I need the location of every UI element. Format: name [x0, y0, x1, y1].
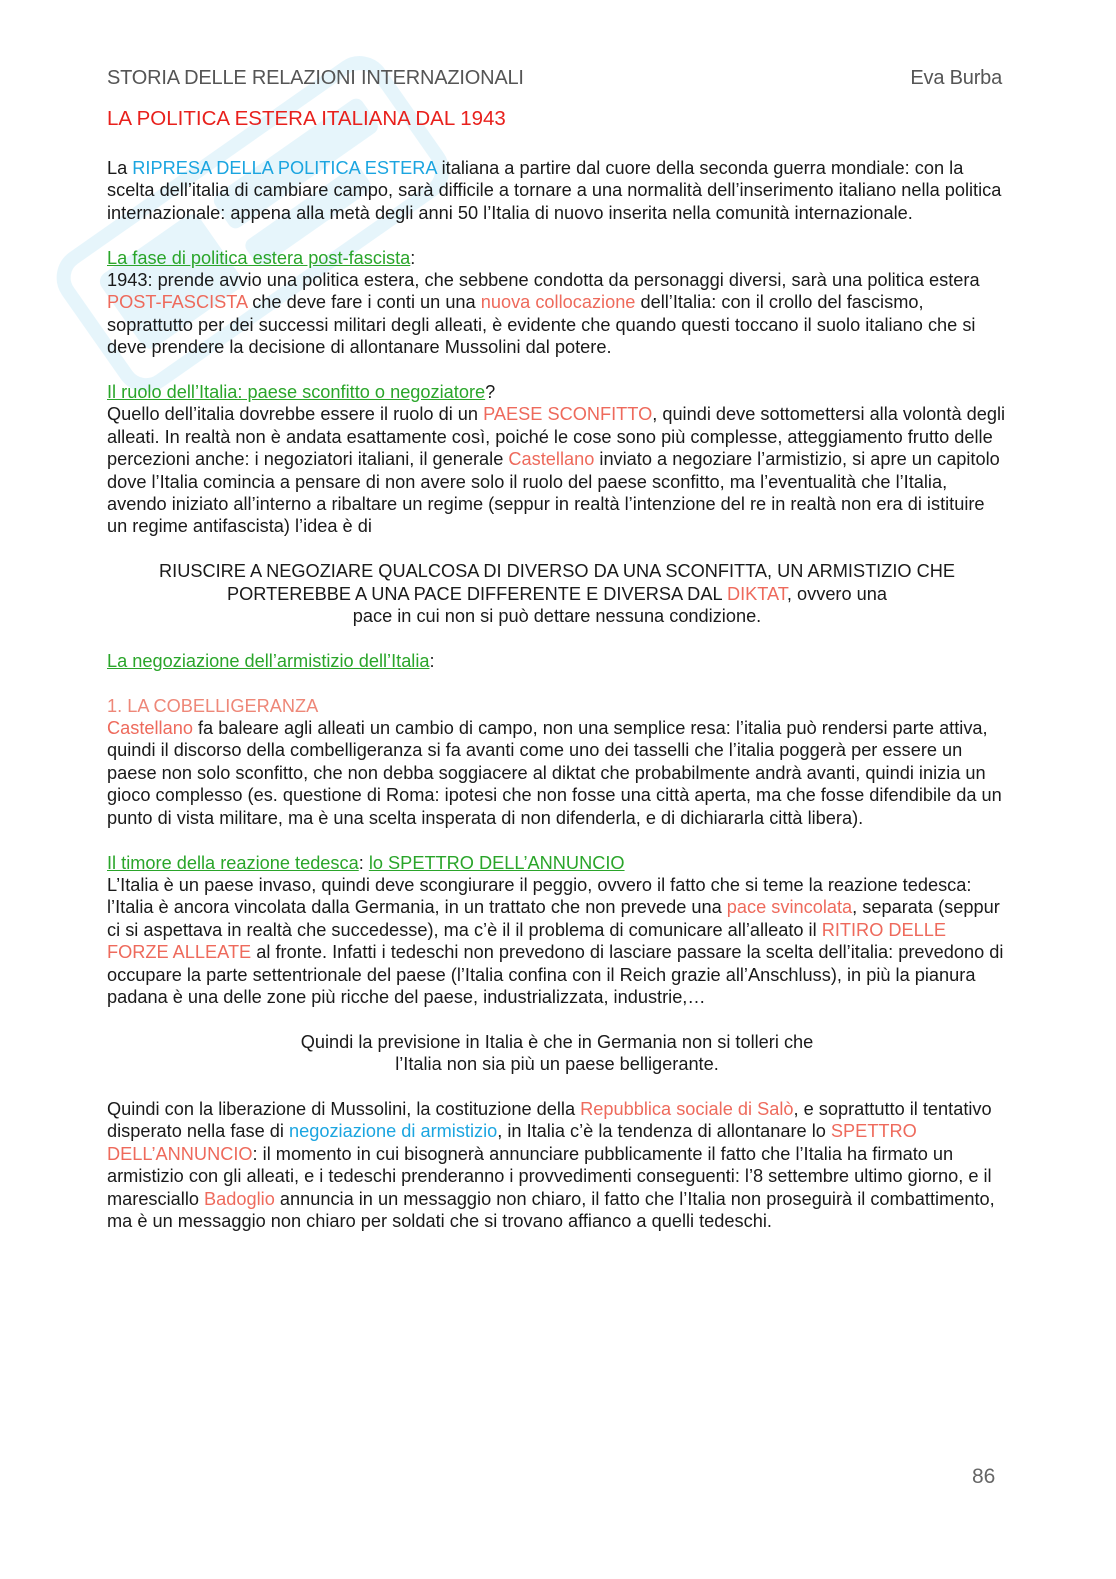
highlight-red: POST-FASCISTA: [107, 292, 248, 313]
highlight-red: pace svincolata: [726, 897, 853, 918]
text-run: :: [358, 852, 369, 873]
text-run: , e soprattutto il tentativo disperato nella fase di: [107, 1098, 992, 1142]
text-run: PORTEREBBE A UNA PACE DIFFERENTE E DIVERSA DAL: [226, 583, 727, 604]
section-post-fascist: [107, 247, 1007, 359]
page-header: [107, 67, 1002, 90]
text-run: :: [410, 247, 416, 268]
intro-paragraph: [107, 157, 1007, 224]
centered-statement: [107, 560, 1007, 627]
text-run: al fronte. Infatti i tedeschi non prevedono di lasciare passare la scelta dell’italia: prevedono di occupare la parte settentrionale del paese (l’Italia confina con il Reich grazie all’Anschluss), in più la pianura padana è una delle zone più ricche del paese, industrializzata, industrie,…: [107, 942, 1004, 1007]
text-run: ?: [485, 382, 496, 403]
text-run: , ovvero una: [786, 583, 887, 604]
text-run: Quindi con la liberazione di Mussolini, la costituzione della: [107, 1098, 581, 1119]
text-run: inviato a negoziare l’armistizio, si apre un capitolo dove l’Italia comincia a pensare di non avere solo il ruolo del paese sconfitto, ma l’eventualità che l’Italia, avendo iniziato all’interno a ribaltare un regime (seppur in realtà l’intenzione del re in realtà non era di istituire un regime antifascista) l’idea è di: [107, 449, 1000, 537]
text-run: , quindi deve sottomettersi alla volontà degli alleati. In realtà non è andata esattamente così, poiché le cose sono più complesse, atteggiamento frutto delle percezioni anche: i negoziatori italiani, il generale: [107, 404, 1006, 470]
text-run: , in Italia c’è la tendenza di allontanare lo: [497, 1121, 831, 1142]
centered-statement: [107, 1031, 1007, 1076]
section-heading: Il timore della reazione tedesca: [107, 852, 359, 873]
highlight-red: Badoglio: [204, 1188, 275, 1209]
text-run: Quello dell’italia dovrebbe essere il ruolo di un: [107, 404, 484, 425]
highlight-blue: negoziazione di armistizio: [289, 1121, 498, 1142]
text-run: l’Italia non sia più un paese belligerante.: [395, 1054, 719, 1075]
text-run: , separata (seppur ci si aspettava in realtà che succedesse), ma c’è il il problema di comunicare all’alleato il: [107, 897, 1000, 940]
highlight-red: Castellano: [107, 718, 193, 739]
course-title: STORIA DELLE RELAZIONI INTERNAZIONALI: [107, 67, 524, 89]
section-role-of-italy: [107, 381, 1007, 538]
text-run: La: [107, 158, 133, 178]
page-title: LA POLITICA ESTERA ITALIANA DAL 1943: [107, 107, 506, 130]
text-run: Quindi la previsione in Italia è che in Germania non si tolleri che: [300, 1031, 814, 1052]
highlight-red: DIKTAT: [726, 583, 787, 604]
highlight-red: Repubblica sociale di Salò: [580, 1098, 794, 1119]
section-armistice: [107, 650, 1007, 672]
highlight-blue: RIPRESA DELLA POLITICA ESTERA: [132, 158, 437, 178]
text-run: fa baleare agli alleati un cambio di campo, non una semplice resa: l’italia può rendersi parte attiva, quindi il discorso della combelligeranza si fa avanti come uno dei tasselli che l’italia poggerà per essere un paese non solo sconfitto, che non debba soggiacere al diktat che probabilmente andrà avanti, quindi inizia un gioco complesso (es. questione di Roma: ipotesi che non fosse una città aperta, ma che fosse difendibile da un punto di vista militare, ma è una scelta insperata di non difenderla, e di dichiararla città libera).: [107, 718, 1002, 828]
text-run: pace in cui non si può dettare nessuna condizione.: [352, 606, 762, 627]
highlight-red: PAESE SCONFITTO: [483, 404, 653, 425]
highlight-red: nuova collocazione: [480, 292, 636, 313]
text-run: : il momento in cui bisognerà annunciare pubblicamente il fatto che l’Italia ha firmato un armistizio con gli alleati, e i tedeschi prenderanno i provvedimenti conseguenti: l’8 settembre ultimo giorno, e il maresciallo: [107, 1143, 992, 1209]
section-cobelligerence: [107, 695, 1007, 829]
text-run: che deve fare i conti un una: [247, 292, 481, 313]
text-run: :: [429, 650, 435, 671]
highlight-red: RITIRO DELLE FORZE ALLEATE: [107, 919, 947, 963]
section-heading: lo SPETTRO DELL’ANNUNCIO: [368, 852, 625, 873]
text-run: italiana a partire dal cuore della seconda guerra mondiale: con la scelta dell’italia di cambiare campo, sarà difficile a tornare a una normalità dell’inserimento italiano nella politica internazionale: appena alla metà degli anni 50 l’Italia di nuovo inserita nella comunità internazionale.: [107, 158, 1002, 223]
section-heading: La negoziazione dell’armistizio dell’Italia: [107, 650, 430, 671]
text-run: annuncia in un messaggio non chiaro, il fatto che l’Italia non proseguirà il combattimento, ma è un messaggio non chiaro per soldati che si trovano affianco a quelli tedeschi.: [107, 1188, 995, 1231]
text-run: dell’Italia: con il crollo del fascismo, soprattutto per dei successi militari degli alleati, è evidente che quando questi toccano il suolo italiano che si deve prendere la decisione di allontanare Mussolini dal potere.: [107, 292, 976, 358]
numbered-heading: 1. LA COBELLIGERANZA: [107, 695, 319, 716]
section-heading: La fase di politica estera post-fascista: [107, 247, 411, 268]
section-heading: Il ruolo dell’Italia: paese sconfitto o negoziatore: [107, 382, 486, 403]
page-number: 86: [972, 1465, 996, 1488]
text-run: RIUSCIRE A NEGOZIARE QUALCOSA DI DIVERSO DA UNA SCONFITTA, UN ARMISTIZIO CHE: [159, 561, 955, 582]
text-run: L’Italia è un paese invaso, quindi deve scongiurare il peggio, ovvero il fatto che si teme la reazione tedesca: l’Italia è ancora vincolata dalla Germania, in un trattato che non prevede una: [107, 874, 972, 918]
document-body: [107, 157, 1007, 1255]
text-run: 1943: prende avvio una politica estera, che sebbene condotta da personaggi diversi, sarà una politica estera: [107, 270, 980, 291]
author-name: Eva Burba: [910, 67, 1002, 89]
highlight-red: SPETTRO DELL’ANNUNCIO: [107, 1121, 917, 1164]
highlight-red: Castellano: [508, 449, 595, 470]
section-german-reaction: [107, 852, 1007, 1009]
closing-paragraph: [107, 1098, 1007, 1232]
